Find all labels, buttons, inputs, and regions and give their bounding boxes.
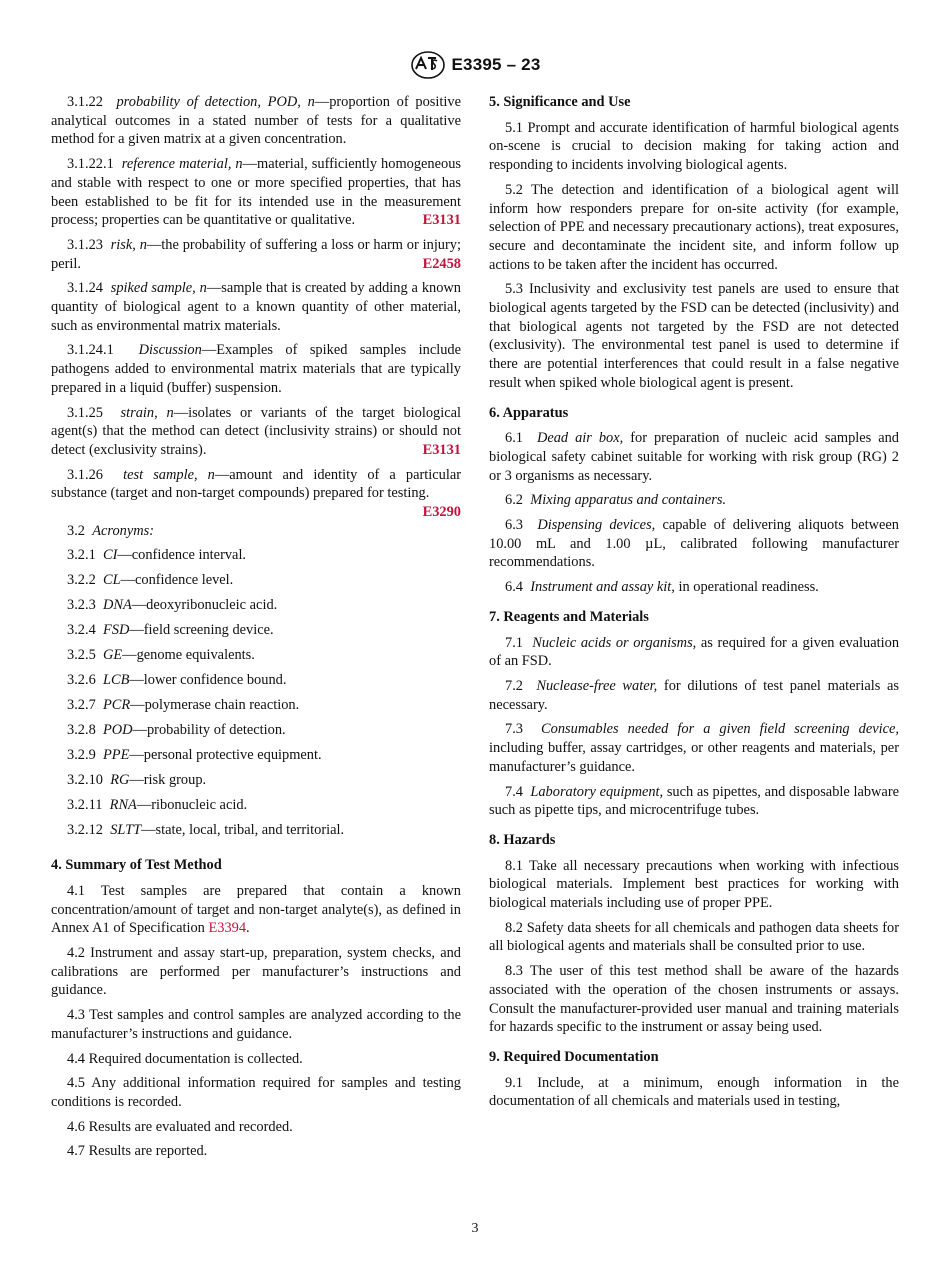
section-heading: 7. Reagents and Materials <box>489 608 649 625</box>
paragraph-4-3: 4.3 Test samples and control samples are analyzed according to the manufacturer’s instructions and guidance. <box>51 1007 461 1042</box>
acronym-item: 3.2.3 DNA—deoxyribonucleic acid. <box>67 597 278 614</box>
acronym-item: 3.2.1 CI—confidence interval. <box>67 547 247 564</box>
definition-3-1-23: 3.1.23 risk, n—the probability of suffering a loss or harm or injury; peril. E2458 <box>51 236 461 272</box>
paragraph-9-1: 9.1 Include, at a minimum, enough information in the documentation of all chemicals and materials used in testing, <box>489 1074 899 1110</box>
definition-3-1-24-1: 3.1.24.1 Discussion—Examples of spiked samples include pathogens added to environmental matrix materials that are typically prepared in a liquid (buffer) suspension. <box>51 342 461 396</box>
acronym-item: 3.2.11 RNA—ribonucleic acid. <box>67 797 248 814</box>
reference-link[interactable]: E3131 <box>422 212 461 229</box>
section-heading: 8. Hazards <box>489 831 556 848</box>
paragraph-4-5: 4.5 Any additional information required for samples and testing conditions is recorded. <box>51 1075 461 1110</box>
acronym-item: 3.2.10 RG—risk group. <box>67 772 207 789</box>
paragraph-8-1: 8.1 Take all necessary precautions when working with infectious biological materials. Implement best practices for working with biological materials including use of proper PPE. <box>489 857 899 912</box>
paragraph-6-1: 6.1 Dead air box, for preparation of nucleic acid samples and biological safety cabinet suitable for working with risk group (RG) 2 or 3 organisms as necessary. <box>489 430 899 484</box>
paragraph-4-2: 4.2 Instrument and assay start-up, preparation, system checks, and calibrations are performed per manufacturer’s instructions and guidance. <box>51 944 461 999</box>
standard-id: E3395 – 23 <box>451 55 541 74</box>
astm-logo-icon <box>410 50 446 80</box>
left-column <box>51 93 461 1167</box>
paragraph-5-1: 5.1 Prompt and accurate identification of harmful biological agents on-scene is crucial to decision making for taking action and responding to incidents involving biological agents. <box>489 119 899 174</box>
acronym-item: 3.2.12 SLTT—state, local, tribal, and territorial. <box>67 822 345 839</box>
spec-link[interactable]: E3394 <box>208 920 247 937</box>
paragraph-5-3: 5.3 Inclusivity and exclusivity test panels are used to ensure that biological agents targeted by the FSD can be detected (inclusivity) and that biological agents not targeted by the FSD are not detected (exclusivity). The environmental test panel is used to determine if there are potential interferences that could result in a false negative result when spiked whole biological agent is present. <box>489 281 899 391</box>
acronym-item: 3.2.8 POD—probability of detection. <box>67 722 286 739</box>
paragraph-5-2: 5.2 The detection and identification of a biological agent will inform how responders prepare for on-site activity (for example, selection of PPE and necessary precautionary actions), treat exposures, secure and decontaminate the incident site, and inform follow up actions to be taken after the incident has occurred. <box>489 181 899 273</box>
paragraph-6-4: 6.4 Instrument and assay kit, in operational readiness. <box>505 579 819 596</box>
section-heading: 6. Apparatus <box>489 404 569 421</box>
paragraph-4-4: 4.4 Required documentation is collected. <box>67 1050 303 1067</box>
reference-link[interactable]: E3290 <box>422 504 461 521</box>
paragraph-4-6: 4.6 Results are evaluated and recorded. <box>67 1118 293 1135</box>
acronym-list <box>51 546 461 840</box>
page-header <box>0 50 950 85</box>
paragraph-7-1: 7.1 Nucleic acids or organisms, as required for a given evaluation of an FSD. <box>489 634 900 670</box>
paragraph-8-3: 8.3 The user of this test method shall be aware of the hazards associated with the operation of the chosen instruments or assays. Consult the manufacturer-provided user manual and training materials for hazards specific to the instrument or assay being used. <box>489 963 899 1036</box>
paragraph-4-1: 4.1 Test samples are prepared that contain a known concentration/amount of target and non-target analyte(s), as defined in Annex A1 of Specification E3394. <box>51 882 461 937</box>
paragraph-7-3: 7.3 Consumables needed for a given field screening device, including buffer, assay cartridges, or other reagents and materials, per manufacturer’s guidance. <box>489 721 899 775</box>
definition-3-1-26: 3.1.26 test sample, n—amount and identity of a particular substance (target and non-target compounds) prepared for testing. E3290 <box>51 466 462 521</box>
reference-link[interactable]: E3131 <box>422 441 461 458</box>
definition-3-1-22-1: 3.1.22.1 reference material, n—material, sufficiently homogeneous and stable with respect to one or more specified properties, that has been established to be fit for its intended use in the measurement process; properties can be quantitative or qualitative. E3131 <box>51 156 461 229</box>
definition-3-1-22: 3.1.22 probability of detection, POD, n—proportion of positive analytical outcomes in a stated number of tests for a qualitative method for a given matrix at a given concentration. <box>51 94 461 148</box>
acronym-item: 3.2.5 GE—genome equivalents. <box>67 647 255 664</box>
paragraph-4-7: 4.7 Results are reported. <box>67 1143 208 1160</box>
acronym-item: 3.2.6 LCB—lower confidence bound. <box>67 672 287 689</box>
reference-link[interactable]: E2458 <box>422 255 461 272</box>
paragraph-8-2: 8.2 Safety data sheets for all chemicals and pathogen data sheets for all biological agents and materials shall be consulted prior to use. <box>489 919 899 955</box>
section-heading: 9. Required Documentation <box>489 1048 659 1065</box>
acronym-item: 3.2.2 CL—confidence level. <box>67 572 234 589</box>
definition-3-1-25: 3.1.25 strain, n—isolates or variants of the target biological agent(s) that the method can detect (inclusivity strains) or should not detect (exclusivity strains). E3131 <box>51 404 461 458</box>
acronym-item: 3.2.4 FSD—field screening device. <box>67 622 274 639</box>
section-heading: 4. Summary of Test Method <box>51 857 222 874</box>
page-number: 3 <box>471 1221 479 1236</box>
acronyms-heading: 3.2 Acronyms: <box>67 522 155 539</box>
paragraph-7-2: 7.2 Nuclease-free water, for dilutions of test panel materials as necessary. <box>489 677 900 713</box>
paragraph-7-4: 7.4 Laboratory equipment, such as pipettes, and disposable labware such as pipette tips, and microcentrifuge tubes. <box>489 783 899 819</box>
right-column <box>489 93 899 1117</box>
acronym-item: 3.2.9 PPE—personal protective equipment. <box>67 747 322 764</box>
acronym-item: 3.2.7 PCR—polymerase chain reaction. <box>67 697 300 714</box>
paragraph-6-2: 6.2 Mixing apparatus and containers. <box>505 492 727 509</box>
paragraph-6-3: 6.3 Dispensing devices, capable of delivering aliquots between 10.00 mL and 1.00 µL, calibrated following manufacturer recommendations. <box>489 517 899 571</box>
section-heading: 5. Significance and Use <box>489 94 631 110</box>
definition-3-1-24: 3.1.24 spiked sample, n—sample that is created by adding a known quantity of biological agent to a known quantity of other material, such as environmental matrix materials. <box>51 280 461 334</box>
